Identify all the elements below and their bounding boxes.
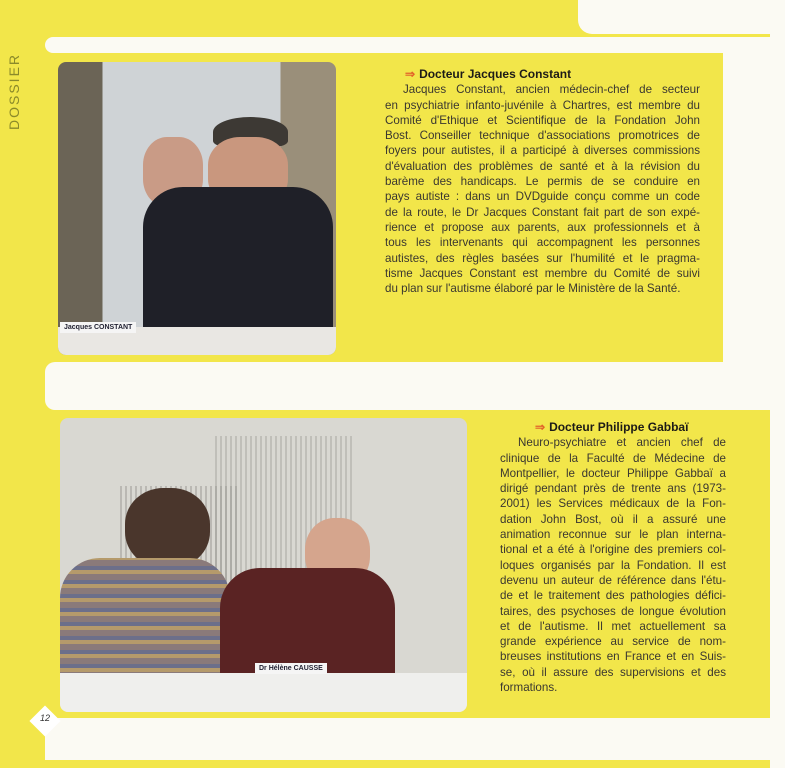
photo-nameplate: Jacques CONSTANT [60, 322, 136, 333]
text-line: dirigé pendant près de trente ans (1973- [500, 482, 726, 496]
text-line: dation John Bost, où il a assuré une [500, 512, 726, 526]
text-line: tional et a été à l'origine des premiers col- [500, 543, 726, 557]
text-line: foyers pour autistes, il a participé à diverses commissions [385, 144, 700, 158]
text-line: pays autiste : dans un DVDguide conçu comme un code [385, 190, 700, 204]
page-number: 12 [29, 705, 60, 736]
text-line: Jacques Constant, ancien médecin-chef de secteur [403, 83, 700, 97]
text-line: Bost. Conseiller technique d'associations promotrices de [385, 129, 700, 143]
photo-nameplate: Dr Hélène CAUSSE [255, 663, 327, 674]
text-line: formations. [500, 681, 558, 695]
top-right-margin [578, 0, 785, 34]
text-line: se, où il assure des supervisions et des [500, 665, 726, 679]
text-line: et de l'autisme. Il met actuellement sa [500, 619, 726, 633]
text-line: loques organisés par la Fondation. Il est [500, 558, 726, 572]
text-line: de la route, le Dr Jacques Constant fait part de son expé- [385, 205, 700, 219]
text-line: breuses institutions en France et en Suis- [500, 650, 726, 664]
arrow-icon: ⇒ [535, 420, 546, 434]
right-margin [770, 0, 785, 768]
text-line: rience et propose aux parents, aux professionnels et à [385, 220, 700, 234]
text-line: Comité d'Ethique et Scientifique de la Fondation John [385, 113, 700, 127]
text-line: devenu un auteur de référence dans l'étu- [500, 573, 726, 587]
text-line: tisme Jacques Constant est membre du Comité de suivi [385, 266, 700, 280]
text-line: Neuro-psychiatre et ancien chef de [518, 436, 726, 450]
text-line: animation reconnue sur le plan interna- [500, 528, 726, 542]
text-line: clinique de la Faculté de Médecine de [500, 451, 726, 465]
article-heading: ⇒ Docteur Philippe Gabbaï [535, 420, 689, 434]
section-label: DOSSIER [6, 52, 22, 130]
text-line: d'évaluation des problèmes de santé et à la révision du [385, 159, 700, 173]
text-line: en psychiatrie infanto-juvénile à Chartres, est membre du [385, 98, 700, 112]
photo-philippe-gabbai [60, 418, 467, 712]
text-line: tous les intervenants qui accompagnent les personnes [385, 236, 700, 250]
top-band [45, 37, 785, 53]
article-jacques-constant [385, 67, 700, 296]
text-line: grande expérience au service de nom- [500, 635, 726, 649]
article-philippe-gabbai [500, 420, 726, 695]
text-line: du plan sur l'autisme élaboré par le Ministère de la Santé. [385, 282, 681, 296]
arrow-icon: ⇒ [405, 67, 416, 81]
text-line: autistes, des règles basées sur l'humilité et le pragma- [385, 251, 700, 265]
text-line: 2001) les Services médicaux de la Fon- [500, 497, 726, 511]
upper-right-margin [723, 53, 770, 362]
article-heading: ⇒ Docteur Jacques Constant [405, 67, 572, 81]
text-line: taires, des psychoses de longue évolution [500, 604, 726, 618]
bottom-band [45, 718, 785, 760]
text-line: Montpellier, le docteur Philippe Gabbaï a [500, 466, 726, 480]
photo-jacques-constant [58, 62, 336, 355]
text-line: de et le traitement des pathologies défici- [500, 589, 726, 603]
middle-band [45, 362, 785, 410]
text-line: barème des handicaps. Le permis de se conduire en [385, 175, 700, 189]
